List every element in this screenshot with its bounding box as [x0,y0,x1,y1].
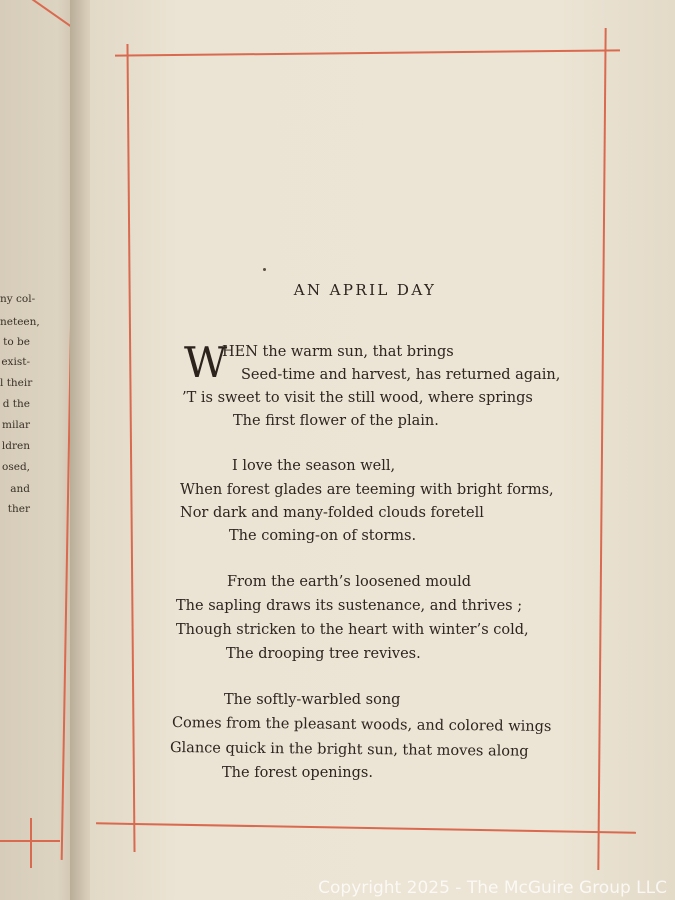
poem-title: AN APRIL DAY [293,281,437,299]
drop-cap: W [184,338,228,387]
left-page-text-fragment: and [10,483,30,495]
right-page [90,0,675,900]
poem-line: Nor dark and many-folded clouds foretell [180,505,484,521]
left-page-text-fragment: to be [3,336,30,348]
poem-line: Seed-time and harvest, has returned again, [241,367,561,383]
poem-line: Comes from the pleasant woods, and colored wings [171,715,552,735]
left-page-text-fragment: ther [7,503,30,515]
poem-line: The coming-on of storms. [229,528,417,544]
poem-line: HEN the warm sun, that brings [222,344,454,360]
left-page-text-fragment: l their [0,377,33,389]
left-page-text-fragment: d the [2,398,30,410]
poem-line: The first flower of the plain. [233,413,439,429]
left-page-text-fragment: neteen, [0,316,40,328]
poem-line: From the earth’s loosened mould [227,574,472,590]
poem-line: I love the season well, [232,458,396,474]
left-page-text-fragment: ny col- [0,293,36,305]
poem-line: Though stricken to the heart with winter’s cold, [176,622,529,638]
poem-line: ’T is sweet to visit the still wood, where springs [182,390,533,406]
poem-line: The forest openings. [222,765,373,781]
copyright-watermark: Copyright 2025 - The McGuire Group LLC [318,878,667,898]
poem-line: Glance quick in the bright sun, that moves along [169,740,529,760]
poem-line: The sapling draws its sustenance, and thrives ; [176,598,523,614]
left-page-text-fragment: milar [2,419,30,431]
left-page-text-fragment: osed, [2,461,30,473]
left-page-text-fragment: ldren [1,440,30,452]
poem-line: The softly-warbled song [224,692,401,708]
left-page-text-fragment: exist- [1,356,30,368]
ink-speck [263,268,266,271]
poem-line: When forest glades are teeming with bright forms, [180,482,554,498]
left-page-border-rule [30,818,32,868]
poem-line: The drooping tree revives. [226,646,421,662]
